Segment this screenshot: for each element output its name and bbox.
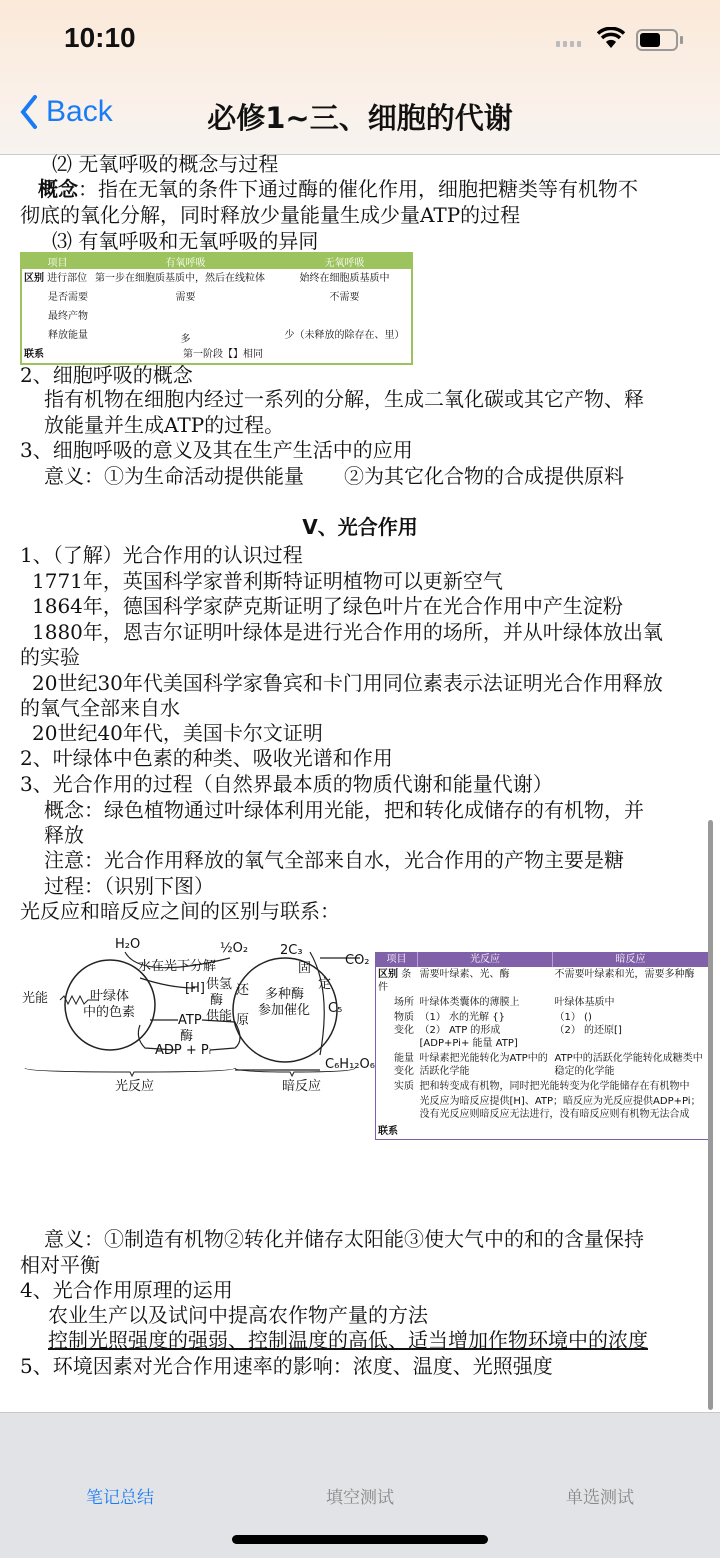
header: 暗反应 xyxy=(553,953,709,967)
label-chloroplast: 叶绿体 xyxy=(90,989,130,1004)
label-o2: ½O₂ xyxy=(220,941,249,956)
label-water-split: 水在光下分解 xyxy=(138,959,217,974)
label-co2: CO₂ xyxy=(345,953,370,968)
cell: 把和转变成有机物，同时把光能转变为化学能储存在有机物中 xyxy=(419,1080,690,1092)
text-line: 意义：①为生命活动提供能量 ②为其它化合物的合成提供原料 xyxy=(44,464,624,488)
home-indicator[interactable] xyxy=(232,1535,488,1544)
status-bar xyxy=(0,0,720,155)
cell: 是否需要 xyxy=(48,292,88,303)
cell: 释放能量 xyxy=(48,330,88,341)
text-line: 指有机物在细胞内经过一系列的分解，生成二氧化碳或其它产物、释 xyxy=(44,387,644,411)
battery-nub xyxy=(680,36,683,44)
cell: 场所 xyxy=(394,996,414,1008)
text-line xyxy=(38,176,638,202)
label-glucose: C₆H₁₂O₆ xyxy=(325,1057,375,1072)
label-fix: 固 xyxy=(298,961,312,976)
label-h: [H] xyxy=(185,981,205,996)
cell: 叶绿体类囊体的薄膜上 xyxy=(419,996,520,1008)
tab-fill-blank-test[interactable]: 填空测试 xyxy=(326,1488,394,1508)
text-line: ⑶ 有氧呼吸和无氧呼吸的异同 xyxy=(52,229,319,253)
cell: 需要 xyxy=(175,292,196,303)
label-light-reaction: 光反应 xyxy=(115,1079,155,1094)
label-multi-enzyme: 多种酶 xyxy=(265,987,305,1002)
text-line: 的氧气全部来自水 xyxy=(20,696,180,720)
cell: ATP中的活跃化学能转化成糖类中稳定的化学能 xyxy=(554,1052,703,1077)
label-supply-h: 供氢 xyxy=(206,977,233,992)
cell: 光反应为暗反应提供[H]、ATP；暗反应为光反应提供ADP+Pi；没有光反应则暗反应无法进行，没有暗反应则有机物无法合成 xyxy=(419,1095,701,1120)
text-line: 控制光照强度的强弱、控制温度的高低、适当增加作物环境中的浓度 xyxy=(48,1328,648,1352)
cell: （1） () （2） 的还原[] xyxy=(554,1011,622,1036)
text-line: 2、叶绿体中色素的种类、吸收光谱和作用 xyxy=(20,746,393,770)
text-line: 彻底的氧化分解，同时释放少量能量生成少量ATP的过程 xyxy=(20,203,521,227)
label-catalysis: 参加催化 xyxy=(258,1003,311,1018)
label-c5: C₅ xyxy=(328,1001,343,1016)
cell: 叶绿素把光能转化为ATP中的活跃化学能 xyxy=(419,1052,548,1077)
label-enzyme2: 酶 xyxy=(180,1029,194,1044)
label-h2o: H₂O xyxy=(115,937,141,952)
label-enzyme: 酶 xyxy=(210,993,224,1008)
label-reduce: 还 xyxy=(236,983,250,998)
text-line: 3、细胞呼吸的意义及其在生产生活中的应用 xyxy=(20,438,413,462)
text-line: 4、光合作用原理的运用 xyxy=(20,1278,233,1302)
text-line: 3、光合作用的过程（自然界最本质的物质代谢和能量代谢） xyxy=(20,772,553,796)
page-title: 必修1~三、细胞的代谢 xyxy=(207,101,513,135)
cell: 联系 xyxy=(24,349,44,360)
cell: 需要叶绿素、光、酶 xyxy=(419,968,510,980)
photosynthesis-diagram xyxy=(20,930,375,1095)
wifi-icon xyxy=(596,27,626,49)
header: 有氧呼吸 xyxy=(93,253,278,269)
back-label: Back xyxy=(46,95,113,128)
text-line: 意义：①制造有机物②转化并储存太阳能③使大气中的和的含量保持 xyxy=(44,1227,644,1251)
section-heading: V、光合作用 xyxy=(302,515,418,539)
text-line: 注意：光合作用释放的氧气全部来自水，光合作用的产物主要是糖 xyxy=(44,848,624,872)
cellular-signal-icon xyxy=(556,41,581,47)
cell: 最终产物 xyxy=(48,311,88,322)
label-atp: ATP xyxy=(178,1013,202,1028)
label-supply-energy: 供能 xyxy=(206,1009,233,1024)
text-line: ⑵ 无氧呼吸的概念与过程 xyxy=(52,152,279,176)
cell: 不需要 xyxy=(329,292,360,303)
cell: 区别 进行部位 xyxy=(24,273,88,284)
text-line: 2、细胞呼吸的概念 xyxy=(20,363,193,387)
text-line: 相对平衡 xyxy=(20,1253,100,1277)
label-adp: ADP + Pᵢ xyxy=(155,1043,212,1058)
label-reduce2: 原 xyxy=(236,1013,250,1028)
tab-notes-summary[interactable]: 笔记总结 xyxy=(86,1488,154,1508)
cell: （1） 水的光解 {} （2） ATP 的形成 [ADP+Pi+ 能量 ATP] xyxy=(419,1011,518,1049)
header: 无氧呼吸 xyxy=(278,253,412,269)
respiration-comparison-table xyxy=(20,252,413,365)
cell: 物质变化 xyxy=(394,1011,414,1036)
text-line: 1880年，恩吉尔证明叶绿体是进行光合作用的场所，并从叶绿体放出氧 xyxy=(32,620,663,644)
label-fix2: 定 xyxy=(318,977,332,992)
header: 项目 xyxy=(376,953,418,967)
scrollbar[interactable] xyxy=(708,820,713,1410)
battery-icon xyxy=(636,29,678,51)
text-line: 20世纪30年代美国科学家鲁宾和卡门用同位素表示法证明光合作用释放 xyxy=(32,671,663,695)
text-line: 放能量并生成ATP的过程。 xyxy=(44,413,285,437)
cell: 始终在细胞质基质中 xyxy=(299,273,390,284)
cell xyxy=(278,307,412,326)
label-light-energy: 光能 xyxy=(22,991,49,1006)
text-line: 的实验 xyxy=(20,645,80,669)
cell xyxy=(93,307,278,326)
cell: 少（未释放的除存在、里） xyxy=(284,330,405,341)
text-line: 1、（了解）光合作用的认识过程 xyxy=(20,543,303,567)
header: 项目 xyxy=(21,253,93,269)
label-dark-reaction: 暗反应 xyxy=(282,1079,322,1094)
header: 光反应 xyxy=(418,953,553,967)
cell: 叶绿体基质中 xyxy=(554,996,615,1008)
tab-single-choice-test[interactable]: 单选测试 xyxy=(566,1488,634,1508)
label-c3: 2C₃ xyxy=(280,943,303,958)
cell: 多 xyxy=(180,334,191,345)
cell: 第一步在细胞质基质中，然后在线粒体 xyxy=(95,273,265,284)
text-line: 5、环境因素对光合作用速率的影响：浓度、温度、光照强度 xyxy=(20,1354,553,1378)
cell: 不需要叶绿素和光，需要多种酶 xyxy=(554,968,695,980)
text-line: 1771年，英国科学家普利斯特证明植物可以更新空气 xyxy=(32,569,503,593)
text: ：指在无氧的条件下通过酶的催化作用，细胞把糖类等有机物不 xyxy=(78,177,638,201)
bold-label: 概念 xyxy=(38,177,78,201)
cell: 能量变化 xyxy=(394,1052,414,1077)
cell: 第一阶段【】相同 xyxy=(183,349,263,360)
label-pigment: 中的色素 xyxy=(83,1005,136,1020)
cell: 区别 条件 xyxy=(378,968,412,993)
text-line: 农业生产以及试问中提高农作物产量的方法 xyxy=(48,1303,428,1327)
text-line: 概念：绿色植物通过叶绿体利用光能，把和转化成储存的有机物，并 xyxy=(44,798,644,822)
photosynthesis-comparison-table xyxy=(375,952,709,1140)
cell: 联系 xyxy=(378,1126,398,1137)
text-line: 释放 xyxy=(44,823,84,847)
cell: 实质 xyxy=(394,1080,414,1092)
text-line: 20世纪40年代，美国卡尔文证明 xyxy=(32,721,323,745)
text-line: 1864年，德国科学家萨克斯证明了绿色叶片在光合作用中产生淀粉 xyxy=(32,594,623,618)
text-line: 光反应和暗反应之间的区别与联系： xyxy=(20,899,340,923)
text-line: 过程：（识别下图） xyxy=(44,874,214,898)
clock: 10:10 xyxy=(64,22,136,53)
